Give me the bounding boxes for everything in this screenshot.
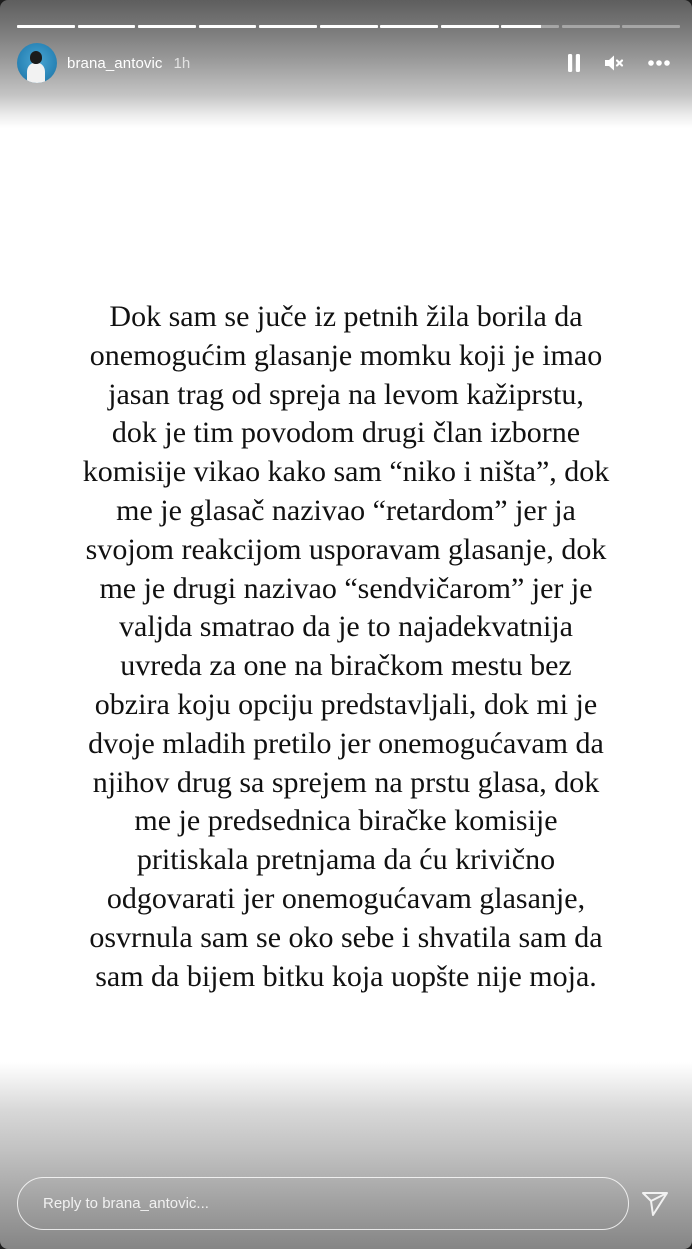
send-icon	[641, 1191, 669, 1217]
story-text-line: onemogućim glasanje momku koji je imao	[89, 338, 603, 372]
story-text-line: me je predsednica biračke komisije	[134, 804, 558, 838]
progress-segment[interactable]	[259, 25, 317, 28]
story-text-line: uvreda za one na biračkom mestu bez	[120, 649, 572, 683]
progress-segment[interactable]	[622, 25, 680, 28]
story-text-line: me je drugi nazivao “sendvičarom” jer je	[99, 571, 593, 605]
progress-segment[interactable]	[199, 25, 257, 28]
reply-bar	[17, 1176, 692, 1231]
story-header	[17, 43, 670, 83]
story-text-line: dok je tim povodom drugi član izborne	[111, 416, 581, 450]
story-text-line: komisije vikao kako sam “niko i ništa”, dok	[82, 455, 610, 489]
reply-input[interactable]	[17, 1177, 629, 1230]
story-text-line: valjda smatrao da je to najadekvatnija	[119, 610, 573, 644]
story-text-line: sam da bijem bitku koja uopšte nije moja.	[95, 959, 597, 993]
pause-button[interactable]	[566, 53, 582, 73]
story-text-line: pritiskala pretnjama da ću krivično	[136, 843, 556, 877]
story-text-line: osvrnula sam se oko sebe i shvatila sam da	[89, 920, 603, 954]
story-text-line: me je glasač nazivao “retardom” jer ja	[116, 493, 576, 527]
story-text	[30, 298, 662, 996]
progress-segment[interactable]	[562, 25, 620, 28]
username-link[interactable]: brana_antovic	[67, 54, 163, 72]
more-options-button[interactable]	[648, 59, 670, 67]
progress-segment[interactable]	[138, 25, 196, 28]
pause-icon	[566, 53, 582, 73]
send-button[interactable]	[640, 1189, 670, 1219]
story-text-line: Dok sam se juče iz petnih žila borila da	[109, 300, 583, 333]
post-time: 1h	[173, 54, 191, 72]
story-text-line: dvoje mladih pretilo jer onemogućavam da	[88, 726, 604, 760]
story-text-line: svojom reakcijom usporavam glasanje, dok	[85, 532, 607, 566]
story-controls	[566, 53, 670, 73]
progress-segment[interactable]	[441, 25, 499, 28]
progress-segment[interactable]	[78, 25, 136, 28]
mute-button[interactable]	[604, 53, 626, 73]
avatar-figure-body	[27, 63, 45, 83]
progress-segment[interactable]	[17, 25, 75, 28]
story-text-line: njihov drug sa sprejem na prstu glasa, dok	[92, 765, 600, 799]
more-horizontal-icon	[648, 59, 670, 67]
story-progress-bar	[17, 25, 680, 28]
avatar[interactable]	[17, 43, 57, 83]
story-text-line: obzira koju opciju predstavljali, dok mi je	[94, 687, 598, 721]
progress-segment[interactable]	[380, 25, 438, 28]
story-text-line: odgovarati jer onemogućavam glasanje,	[106, 881, 586, 915]
progress-segment[interactable]	[320, 25, 378, 28]
story-text-line: jasan trag od spreja na levom kažiprstu,	[108, 377, 584, 411]
speaker-muted-icon	[604, 53, 626, 73]
progress-segment-current[interactable]	[501, 25, 559, 28]
avatar-figure-head	[30, 51, 42, 64]
